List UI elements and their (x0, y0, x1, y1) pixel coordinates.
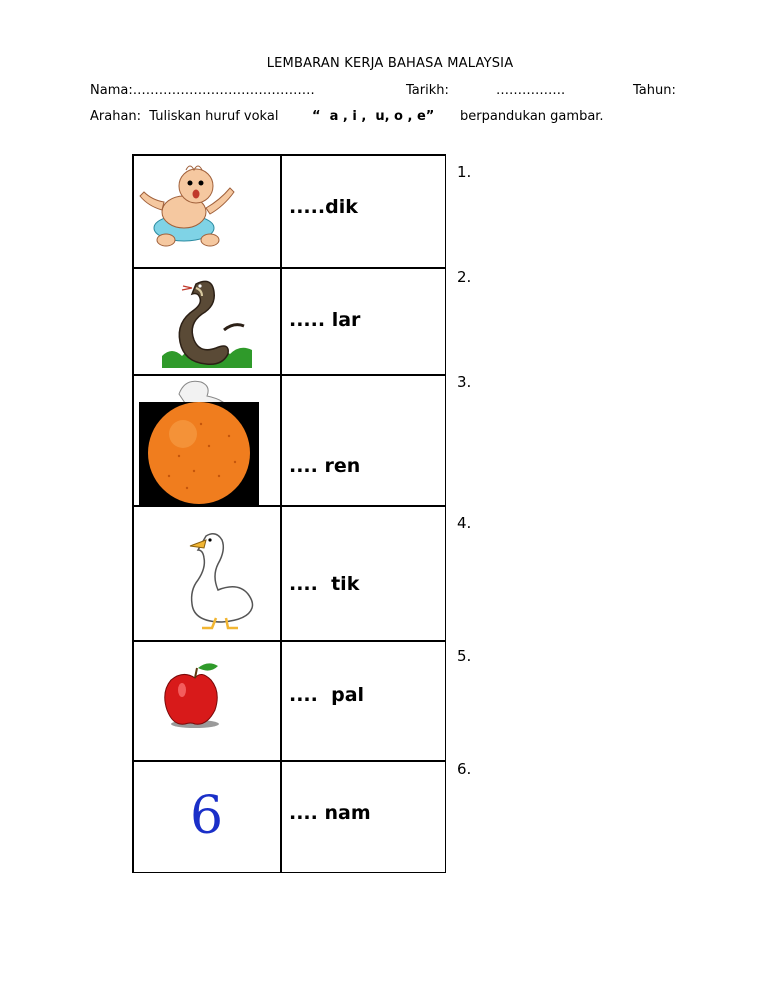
tarikh-label: Tarikh: (406, 83, 449, 98)
page-title: LEMBARAN KERJA BAHASA MALAYSIA (266, 56, 514, 71)
number-1: 1. (457, 163, 472, 181)
orange-icon (139, 376, 259, 506)
number-6: 6. (457, 760, 472, 778)
table-divider (280, 154, 282, 873)
word-row-5[interactable]: .... pal (289, 684, 365, 706)
instruction-text: Arahan: Tuliskan huruf vokal (90, 109, 279, 124)
instruction-rest: berpandukan gambar. (460, 109, 604, 124)
table-row-line (132, 760, 445, 762)
duck-icon (176, 528, 258, 632)
table-row-line (132, 640, 445, 642)
tarikh-field[interactable]: ……………. (496, 83, 566, 98)
number-5: 5. (457, 647, 472, 665)
tahun-label: Tahun: (633, 83, 676, 98)
apple-icon (164, 660, 226, 730)
number-3: 3. (457, 373, 472, 391)
word-row-3[interactable]: .... ren (289, 455, 361, 477)
table-row-line (132, 267, 445, 269)
snake-icon (162, 274, 252, 368)
table-border-left (132, 154, 134, 873)
number-2: 2. (457, 268, 472, 286)
worksheet-table (133, 154, 446, 873)
instruction-vowels: “ a , i , u, o , e” (312, 109, 435, 124)
word-row-6[interactable]: .... nam (289, 802, 371, 824)
word-row-4[interactable]: .... tik (289, 573, 360, 595)
baby-icon (138, 160, 238, 250)
word-row-1[interactable]: .....dik (289, 196, 358, 218)
number-4: 4. (457, 514, 472, 532)
word-row-2[interactable]: ..... lar (289, 309, 361, 331)
table-row-line (132, 154, 445, 156)
six-digit-icon: 6 (190, 786, 224, 846)
nama-field[interactable]: Nama:…………………………………… (90, 83, 315, 98)
